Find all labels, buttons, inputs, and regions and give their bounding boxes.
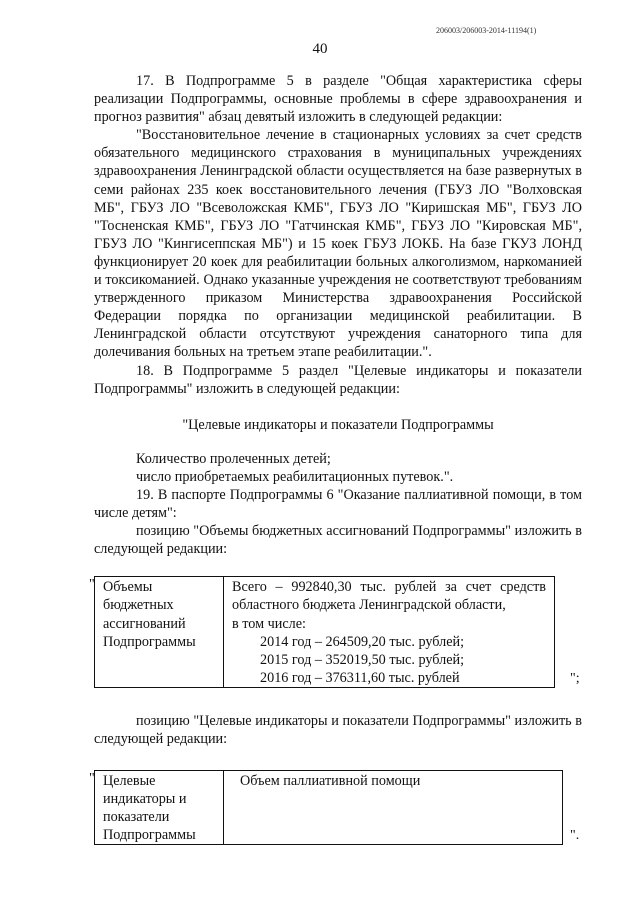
- indicators-table: [94, 770, 563, 845]
- paragraph-19-item-2: позицию "Целевые индикаторы и показатели Подпрограммы" изложить в следующей редакции:: [94, 712, 582, 747]
- table-row: [95, 771, 563, 845]
- paragraph-18: 18. В Подпрограмме 5 раздел "Целевые индикаторы и показатели Подпрограммы" изложить в следующей редакции:: [94, 362, 582, 397]
- section-title: "Целевые индикаторы и показатели Подпрограммы: [182, 416, 494, 433]
- budget-close-quote: ";: [570, 670, 580, 686]
- budget-including: в том числе:: [232, 615, 306, 632]
- document-body: [89, 72, 582, 845]
- indicators-close-quote: ".: [570, 828, 580, 844]
- document-code: 206003/206003-2014-11194(1): [436, 26, 537, 35]
- budget-year-2015: 2015 год – 352019,50 тыс. рублей;: [260, 651, 465, 668]
- budget-table: [94, 576, 555, 688]
- indicators-value-cell: Объем паллиативной помощи: [224, 771, 563, 845]
- paragraph-17: 17. В Подпрограмме 5 в разделе "Общая характеристика сферы реализации Подпрограммы, основные проблемы в сфере здравоохранения и прогноз развития" абзац девятый изложить в следующей редакции:: [94, 73, 582, 126]
- budget-total: Всего – 992840,30 тыс. рублей за счет средств областного бюджета Ленинградской области,: [232, 579, 546, 614]
- page-number: 40: [312, 41, 328, 57]
- table-row: [95, 577, 555, 688]
- indicators-table-wrapper: [89, 770, 582, 845]
- budget-year-2016: 2016 год – 376311,60 тыс. рублей: [260, 669, 460, 686]
- paragraph-19: 19. В паспорте Подпрограммы 6 "Оказание паллиативной помощи, в том числе детям":: [94, 486, 582, 522]
- indicator-item-1: Количество пролеченных детей;: [136, 450, 331, 467]
- indicator-item-2: число приобретаемых реабилитационных путевок.".: [136, 468, 454, 485]
- budget-value-cell: [224, 577, 555, 688]
- indicators-open-quote: ": [89, 771, 95, 787]
- budget-table-wrapper: [89, 576, 582, 688]
- paragraph-17-quote: "Восстановительное лечение в стационарных условиях за счет средств обязательного медицинского страхования в муниципальных учреждениях здравоохранения Ленинградской области осуществляется на базе развернутых в семи районах 235 коек восстановительного лечения (ГБУЗ ЛО "Волховская МБ", ГБУЗ ЛО "Всеволожская КМБ", ГБУЗ ЛО "Киришская МБ", ГБУЗ ЛО "Тосненская КМБ", ГБУЗ ЛО "Гатчинская КМБ", ГБУЗ ЛО "Кировская МБ", ГБУЗ ЛО "Кингисеппская МБ") и 15 коек ГБУЗ ЛОКБ. На базе ГКУЗ ЛОНД функционирует 20 коек для реабилитации больных алкоголизмом, наркоманией и токсикоманией. Однако указанные учреждения не соответствуют требованиям утвержденного приказом Министерства здравоохранения Российской Федерации порядка по организации медицинской реабилитации. В Ленинградской области отсутствуют учреждения санаторного типа для долечивания больных на третьем этапе реабилитации.".: [94, 127, 582, 361]
- indicators-label-cell: Целевые индикаторы и показатели Подпрограммы: [95, 771, 224, 845]
- budget-open-quote: ": [89, 577, 95, 593]
- budget-label-cell: Объемы бюджетных ассигнований Подпрограммы: [95, 577, 224, 688]
- paragraph-19-item-1: позицию "Объемы бюджетных ассигнований Подпрограммы" изложить в следующей редакции:: [94, 523, 582, 558]
- budget-year-2014: 2014 год – 264509,20 тыс. рублей;: [260, 633, 465, 650]
